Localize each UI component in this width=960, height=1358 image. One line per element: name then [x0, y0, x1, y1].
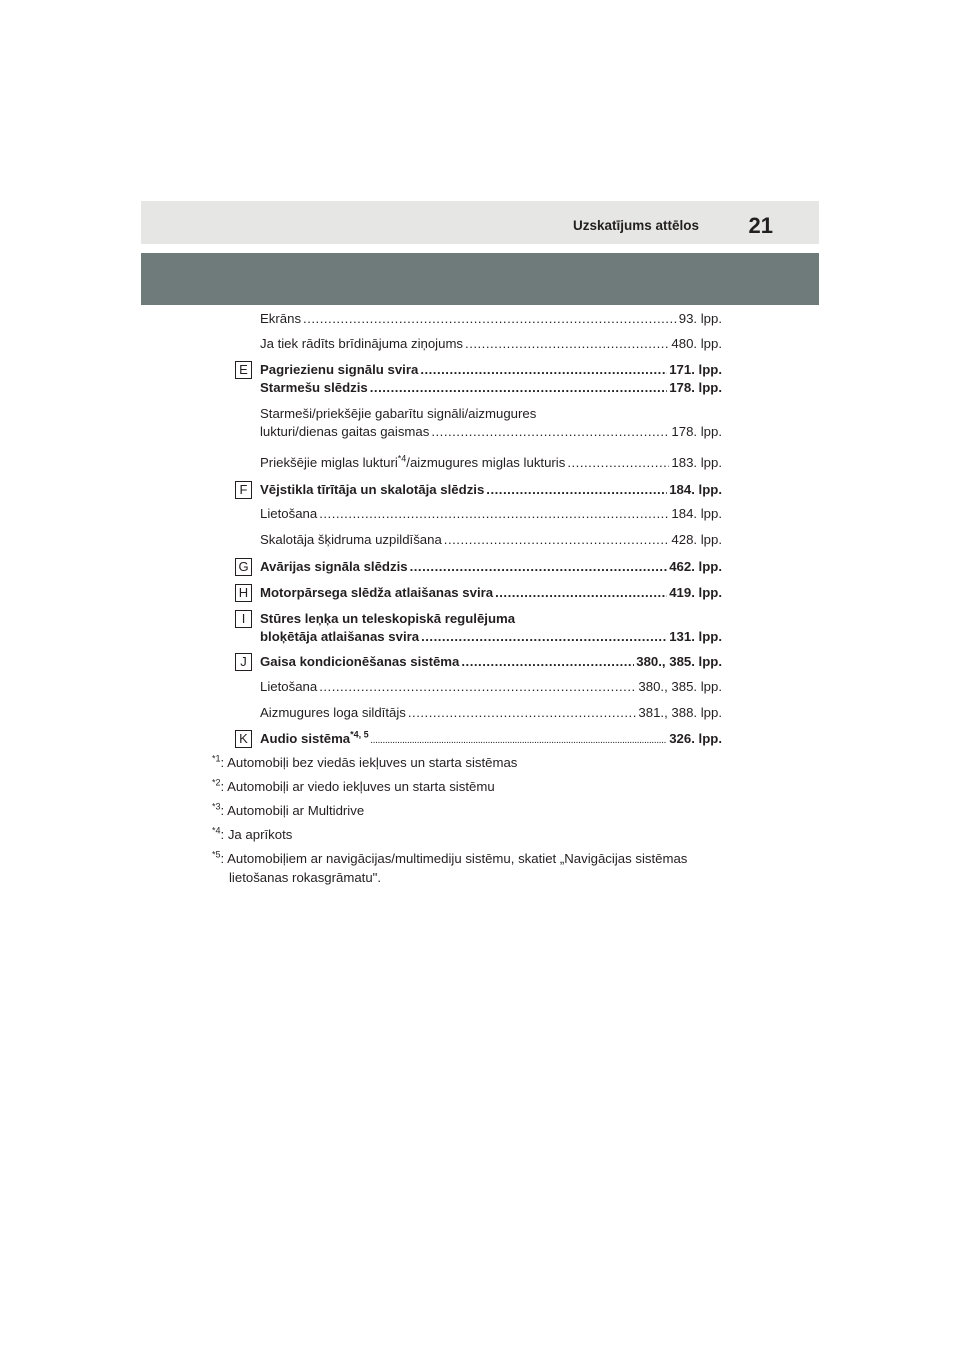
marker-letter-g: G [235, 558, 252, 576]
footnote: $^{*3}$: Automobiļi ar Multidrive [212, 801, 365, 818]
footnote: $^{*1}$: Automobiļi bez viedās iekļuves un starta sistēmas [212, 753, 518, 770]
marker-letter-h: H [235, 584, 252, 602]
page-header [141, 201, 819, 244]
marker-letter-f: F [235, 481, 252, 499]
marker-letter-j: J [235, 653, 252, 671]
toc-entry[interactable]: Gaisa kondicionēšanas sistēma ..... 380., 385. lpp. [260, 653, 722, 671]
toc-entry[interactable]: Motorpārsega slēdža atlaišanas svira ..... 419. lpp. [260, 584, 722, 602]
toc-entry[interactable]: Starmešu slēdzis ..... 178. lpp. [260, 379, 722, 397]
toc-entry[interactable]: Lietošana ..... 184. lpp. [260, 505, 722, 523]
marker-letter-i: I [235, 610, 252, 628]
toc-entry[interactable]: Aizmugures loga sildītājs ..... 381., 388. lpp. [260, 704, 722, 722]
toc-entry[interactable]: Lietošana ..... 380., 385. lpp. [260, 678, 722, 696]
footnote: $^{*4}$: Ja aprīkots [212, 825, 293, 842]
toc-entry[interactable]: Avārijas signāla slēdzis ..... 462. lpp. [260, 558, 722, 576]
toc-entry[interactable]: Skalotāja šķidruma uzpildīšana ..... 428. lpp. [260, 531, 722, 549]
toc-entry[interactable]: Ekrāns ..... 93. lpp. [260, 310, 722, 328]
marker-letter-e: E [235, 361, 252, 379]
section-title: Uzskatījums attēlos [572, 218, 699, 233]
footnote: $^{*5}$: Automobiļiem ar navigācijas/multimediju sistēmu, skatiet „Navigācijas sistēmas lietošanas rokasgrāmatu". [212, 849, 688, 885]
toc-entry[interactable]: Stūres leņķa un teleskopiskā regulējuma bloķētāja atlaišanas svira ..... 131. lpp. [260, 610, 722, 646]
header-band [141, 253, 819, 305]
toc-entry[interactable]: Priekšējie miglas lukturi$^{*4}$/aizmugures miglas lukturis ..... 183. lpp. [260, 454, 722, 472]
toc-entry[interactable]: Starmeši/priekšējie gabarītu signāli/aizmugures lukturi/dienas gaitas gaismas ..... 178. lpp. [260, 405, 722, 441]
page-number: 21 [748, 213, 773, 238]
toc-entry[interactable]: Ja tiek rādīts brīdinājuma ziņojums ..... 480. lpp. [260, 335, 722, 353]
toc-entry[interactable]: Audio sistēma$^{*4, 5}$ ..... 326. lpp. [260, 730, 722, 751]
footnote: $^{*2}$: Automobiļi ar viedo iekļuves un starta sistēmu [212, 777, 495, 794]
marker-letter-k: K [235, 730, 252, 748]
toc-entry[interactable]: Vējstikla tīrītāja un skalotāja slēdzis ..... 184. lpp. [260, 481, 722, 499]
toc-entry[interactable]: Pagriezienu signālu svira ..... 171. lpp. [260, 361, 722, 379]
